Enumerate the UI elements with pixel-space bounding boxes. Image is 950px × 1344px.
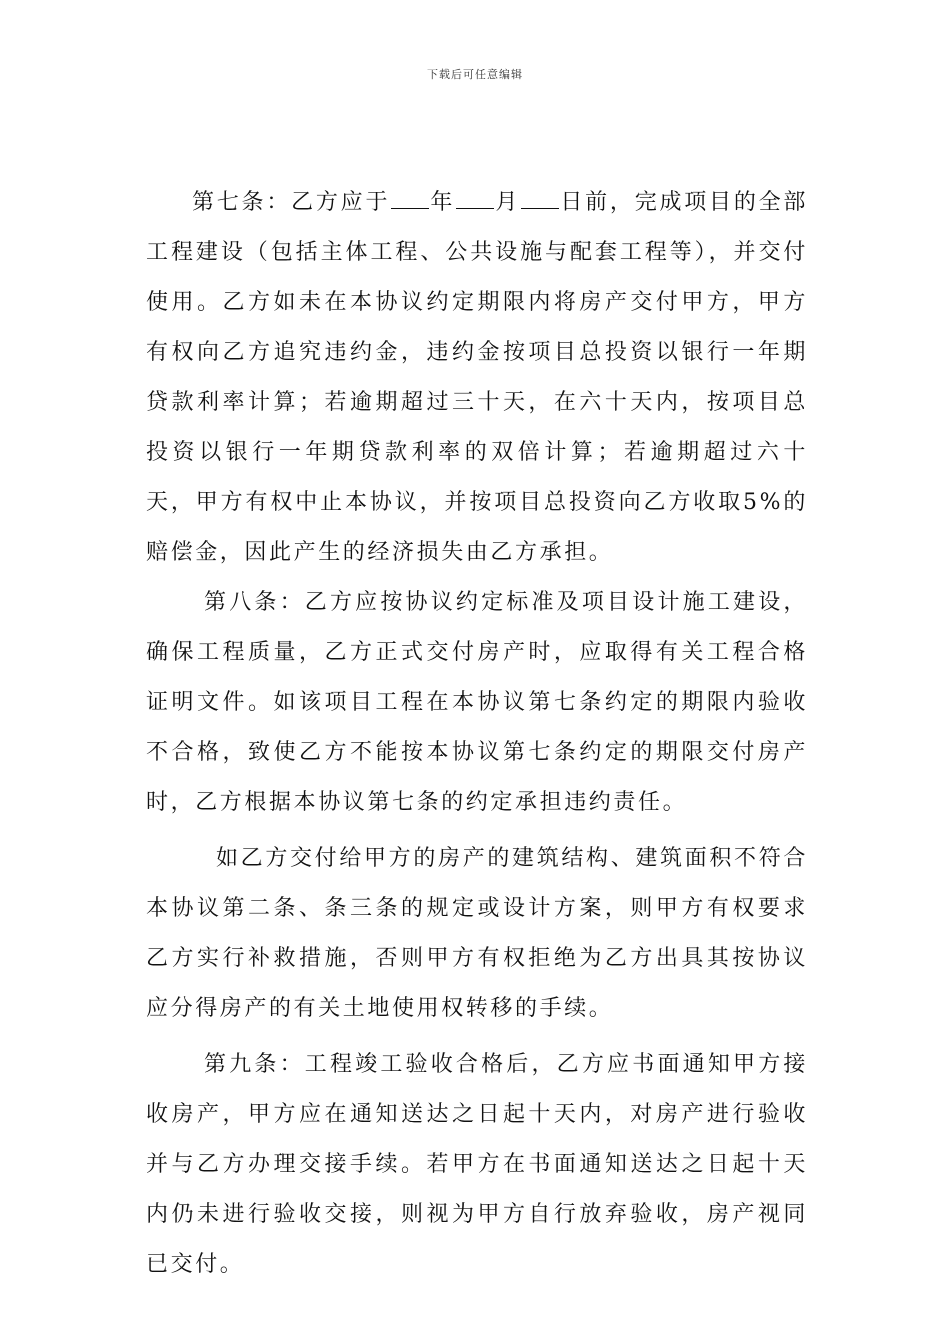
article-7-text-part1: 第七条：乙方应于 <box>192 190 391 215</box>
article-7-text-part2: 日前，完成项目的全部工程建设（包括主体工程、公共设施与配套工程等），并交付使用。乙方如未在本协议约定期限内将房产交付甲方，甲方有权向乙方追究违约金，违约金按项目总投资以银行一年期贷款利率计算；若逾期超过三十天，在六十天内，按项目总投资以银行一年期贷款利率的双倍计算；若逾期超过六十天，甲方有权中止本协议，并按项目总投资向乙方收取5%的赔偿金，因此产生的经济损失由乙方承担。 <box>146 190 808 565</box>
year-label: 年 <box>430 190 456 215</box>
article-9-paragraph: 第九条：工程竣工验收合格后，乙方应书面通知甲方接收房产，甲方应在通知送达之日起十天内，对房产进行验收并与乙方办理交接手续。若甲方在书面通知送达之日起十天内仍未进行验收交接，则视为甲方自行放弃验收，房产视同已交付。 <box>146 1052 808 1277</box>
document-body <box>146 178 808 1290</box>
article-8-supplement-paragraph: 如乙方交付给甲方的房产的建筑结构、建筑面积不符合本协议第二条、条三条的规定或设计方案，则甲方有权要求乙方实行补救措施，否则甲方有权拒绝为乙方出具其按协议应分得房产的有关土地使用权转移的手续。 <box>146 846 808 1021</box>
page-header: 下载后可任意编辑 <box>427 68 523 81</box>
article-8-paragraph: 第八条：乙方应按协议约定标准及项目设计施工建设，确保工程质量，乙方正式交付房产时，应取得有关工程合格证明文件。如该项目工程在本协议第七条约定的期限内验收不合格，致使乙方不能按本协议第七条约定的期限交付房产时，乙方根据本协议第七条的约定承担违约责任。 <box>146 590 808 815</box>
article-7-paragraph <box>146 178 808 578</box>
year-blank <box>391 190 429 209</box>
month-blank <box>456 190 494 209</box>
day-blank <box>521 190 559 209</box>
month-label: 月 <box>495 190 521 215</box>
